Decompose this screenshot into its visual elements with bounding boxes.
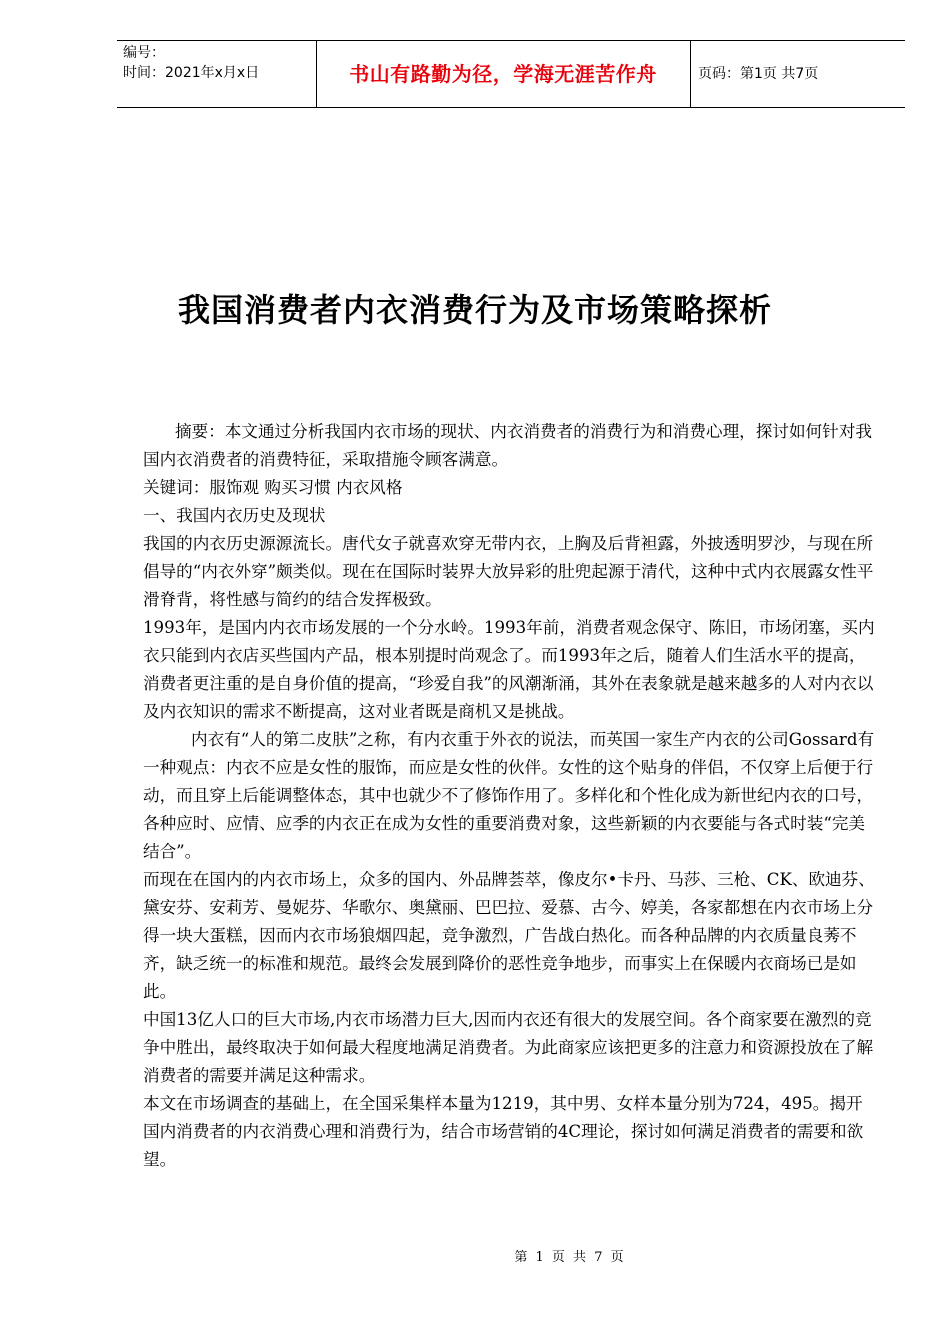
header-divider-right <box>690 41 691 107</box>
abstract-paragraph: 摘要：本文通过分析我国内衣市场的现状、内衣消费者的消费行为和消费心理，探讨如何针对我国内衣消费者的消费特征，采取措施令顾客满意。 <box>143 422 872 469</box>
serial-label: 编号： <box>123 45 165 61</box>
header-page-info: 页码：第1页 共7页 <box>698 66 819 82</box>
body-paragraph: 1993年，是国内内衣市场发展的一个分水岭。1993年前，消费者观念保守、陈旧，市场闭塞，买内衣只能到内衣店买些国内产品，根本别提时尚观念了。而1993年之后，随着人们生活水平的提高，消费者更注重的是自身价值的提高，“珍爱自我”的风潮渐涌，其外在表象就是越来越多的人对内衣以及内衣知识的需求不断提高，这对业者既是商机又是挑战。 <box>143 618 875 721</box>
page-footer: 第 1 页 共 7 页 <box>514 1250 626 1265</box>
document-title: 我国消费者内衣消费行为及市场策略探析 <box>177 291 772 329</box>
body-paragraph: 我国的内衣历史源源流长。唐代女子就喜欢穿无带内衣，上胸及后背袒露，外披透明罗沙，与现在所倡导的“内衣外穿”颇类似。现在在国际时装界大放异彩的肚兜起源于清代，这种中式内衣展露女性平滑脊背，将性感与简约的结合发挥极致。 <box>143 534 874 609</box>
document-body <box>143 418 878 1174</box>
time-label: 时间：2021年x月x日 <box>123 65 260 81</box>
keywords-paragraph: 关键词：服饰观 购买习惯 内衣风格 <box>143 478 403 497</box>
body-paragraph: 本文在市场调查的基础上，在全国采集样本量为1219，其中男、女样本量分别为724，495。揭开国内消费者的内衣消费心理和消费行为，结合市场营销的4C理论，探讨如何满足消费者的需要和欲望。 <box>143 1094 864 1169</box>
body-paragraph: 内衣有“人的第二皮肤”之称，有内衣重于外衣的说法，而英国一家生产内衣的公司Gossard有一种观点：内衣不应是女性的服饰，而应是女性的伙伴。女性的这个贴身的伴侣，不仅穿上后便于行动，而且穿上后能调整体态，其中也就少不了修饰作用了。多样化和个性化成为新世纪内衣的口号，各种应时、应情、应季的内衣正在成为女性的重要消费对象，这些新颖的内衣要能与各式时装“完美结合”。 <box>143 730 875 861</box>
body-paragraph: 中国13亿人口的巨大市场,内衣市场潜力巨大,因而内衣还有很大的发展空间。各个商家要在激烈的竞争中胜出，最终取决于如何最大程度地满足消费者。为此商家应该把更多的注意力和资源投放在了解消费者的需要并满足这种需求。 <box>143 1010 874 1085</box>
header-meta <box>123 43 259 83</box>
page-header <box>117 40 905 108</box>
section-heading: 一、我国内衣历史及现状 <box>143 506 326 525</box>
header-motto: 书山有路勤为径，学海无涯苦作舟 <box>349 62 657 86</box>
body-paragraph: 而现在在国内的内衣市场上，众多的国内、外品牌荟萃，像皮尔•卡丹、马莎、三枪、CK、欧迪芬、黛安芬、安莉芳、曼妮芬、华歌尔、奥黛丽、巴巴拉、爱慕、古今、婷美，各家都想在内衣市场上分得一块大蛋糕，因而内衣市场狼烟四起，竞争激烈，广告战白热化。而各种品牌的内衣质量良莠不齐，缺乏统一的标准和规范。最终会发展到降价的恶性竞争地步，而事实上在保暖内衣商场已是如此。 <box>143 870 875 1001</box>
